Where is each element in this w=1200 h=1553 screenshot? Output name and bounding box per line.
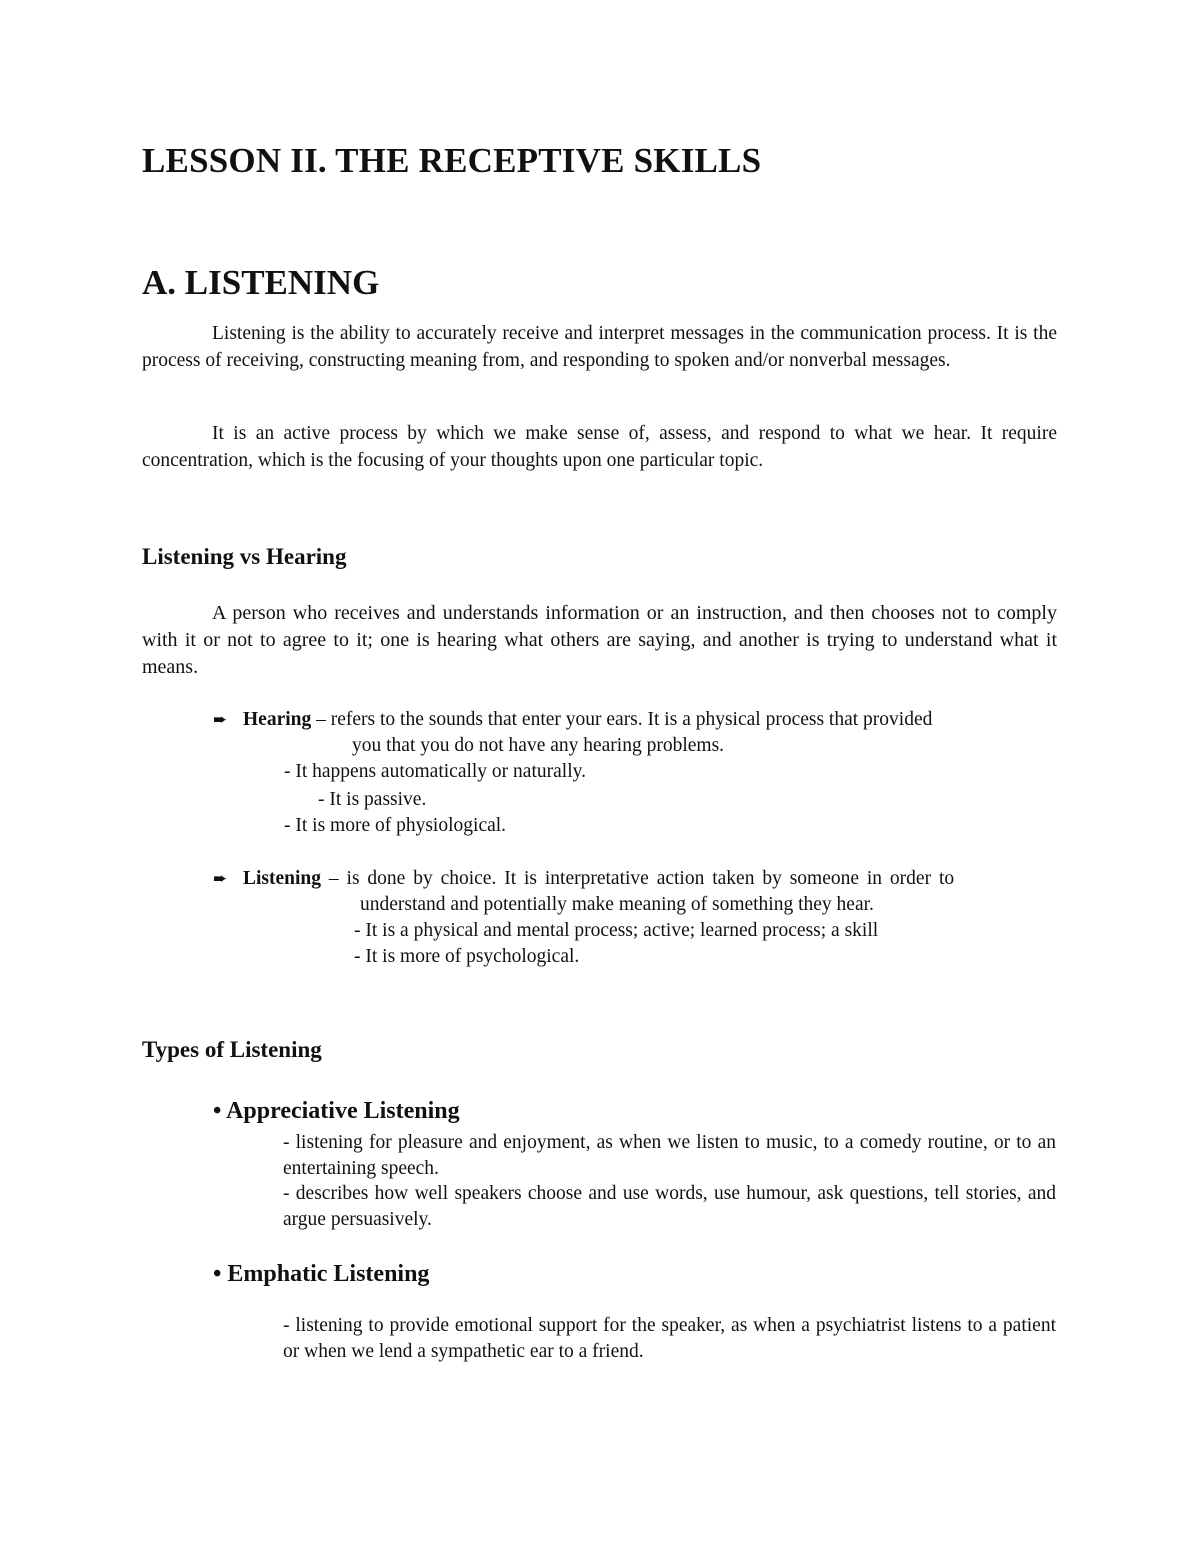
arrow-bullet-icon: ➨ <box>213 710 228 730</box>
vs-paragraph <box>142 600 1057 681</box>
listening-definition-line2: understand and potentially make meaning of something they hear. <box>360 894 874 915</box>
listening-definition-line1: – is done by choice. It is interpretative action taken by someone in order to <box>321 868 955 889</box>
listening-vs-hearing-heading: Listening vs Hearing <box>142 544 347 569</box>
listening-point-1: - It is a physical and mental process; active; learned process; a skill <box>354 920 879 941</box>
intro-paragraph-2-text: It is an active process by which we make sense of, assess, and respond to what we hear. It require concentration, which is the focusing of your thoughts upon one particular topic. <box>142 423 1057 471</box>
listening-point-2: - It is more of psychological. <box>354 946 580 967</box>
vs-paragraph-text: A person who receives and understands information or an instruction, and then chooses not to comply with it or not to agree to it; one is hearing what others are saying, and another is trying to understand what it means. <box>142 602 1057 678</box>
listening-term: Listening <box>243 868 322 889</box>
arrow-bullet-icon: ➨ <box>213 869 228 889</box>
hearing-term: Hearing <box>243 709 312 730</box>
hearing-definition-line2: you that you do not have any hearing problems. <box>352 735 725 756</box>
appreciative-point-2: - describes how well speakers choose and use words, use humour, ask questions, tell stories, and argue persuasively. <box>283 1183 1056 1230</box>
intro-paragraph-1-text: Listening is the ability to accurately receive and interpret messages in the communication process. It is the process of receiving, constructing meaning from, and responding to spoken and/or nonverbal messages. <box>142 323 1057 371</box>
appreciative-listening-title: • Appreciative Listening <box>213 1098 460 1124</box>
emphatic-point-1: - listening to provide emotional support for the speaker, as when a psychiatrist listens to a patient or when we lend a sympathetic ear to a friend. <box>283 1315 1056 1362</box>
intro-paragraph-2 <box>142 420 1057 474</box>
lesson-title: LESSON II. THE RECEPTIVE SKILLS <box>142 141 762 180</box>
intro-paragraph-1 <box>142 320 1057 374</box>
appreciative-point-1: - listening for pleasure and enjoyment, as when we listen to music, to a comedy routine, or to an entertaining speech. <box>283 1132 1056 1179</box>
hearing-point-1: - It happens automatically or naturally. <box>284 761 586 782</box>
listening-bullet <box>213 868 954 890</box>
section-title: A. LISTENING <box>142 263 380 302</box>
emphatic-listening-title: • Emphatic Listening <box>213 1261 430 1287</box>
hearing-point-3: - It is more of physiological. <box>284 815 507 836</box>
hearing-bullet <box>213 709 932 731</box>
hearing-definition-line1: – refers to the sounds that enter your ears. It is a physical process that provided <box>311 709 933 730</box>
types-of-listening-heading: Types of Listening <box>142 1037 322 1062</box>
hearing-point-2: - It is passive. <box>318 789 427 810</box>
